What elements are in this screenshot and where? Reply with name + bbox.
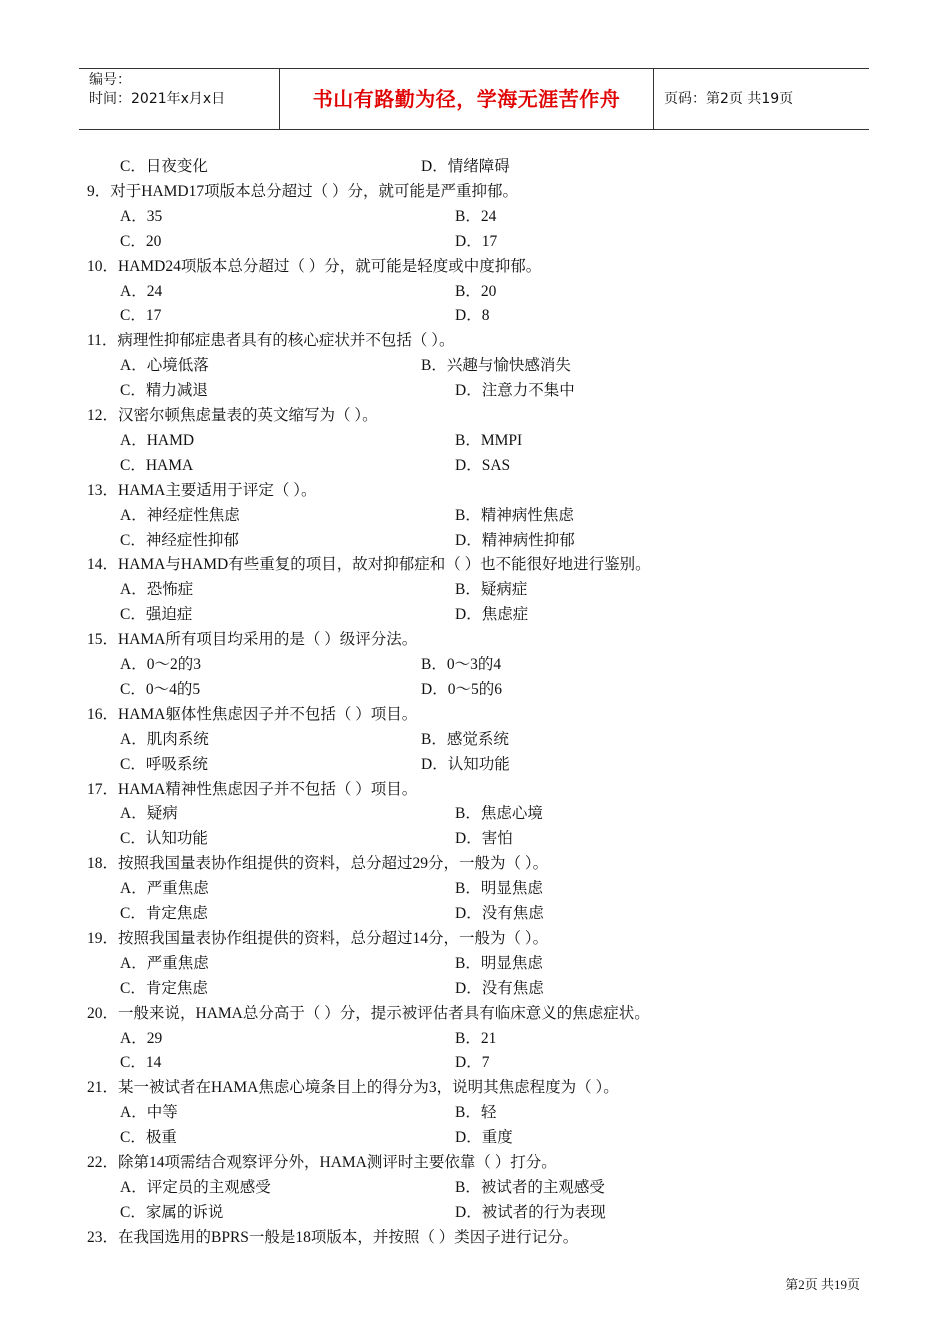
option-left: C．HAMA <box>120 457 194 474</box>
option-left: A．肌肉系统 <box>120 731 209 748</box>
option-left: A．心境低落 <box>120 357 209 374</box>
option-left: A．严重焦虑 <box>120 955 209 972</box>
question-text: 18．按照我国量表协作组提供的资料，总分超过29分，一般为（ ）。 <box>87 855 549 872</box>
question-text: 10．HAMD24项版本总分超过（ ）分，就可能是轻度或中度抑郁。 <box>87 258 542 275</box>
option-right: D．8 <box>455 307 490 324</box>
option-right: D．精神病性抑郁 <box>455 532 575 549</box>
question-text: 21．某一被试者在HAMA焦虑心境条目上的得分为3，说明其焦虑程度为（ ）。 <box>87 1079 619 1096</box>
option-right: D．认知功能 <box>421 756 510 773</box>
option-right: D．0～5的6 <box>421 681 502 698</box>
time-label: 时间：2021年x月x日 <box>89 91 226 107</box>
option-right: B．兴趣与愉快感消失 <box>421 357 571 374</box>
option-right: B．轻 <box>455 1104 497 1121</box>
option-right: D．7 <box>455 1054 490 1071</box>
option-left: A．35 <box>120 208 163 225</box>
option-left: C．肯定焦虑 <box>120 905 208 922</box>
question-text: 19．按照我国量表协作组提供的资料，总分超过14分，一般为（ ）。 <box>87 930 549 947</box>
question-text: 11．病理性抑郁症患者具有的核心症状并不包括（ ）。 <box>87 332 455 349</box>
option-right: D．被试者的行为表现 <box>455 1204 606 1221</box>
question-text: 16．HAMA躯体性焦虑因子并不包括（ ）项目。 <box>87 706 418 723</box>
header-motto: 书山有路勤为径，学海无涯苦作舟 <box>280 69 654 129</box>
option-right: D．17 <box>455 233 498 250</box>
option-left: C．日夜变化 <box>120 158 208 175</box>
option-right: D．没有焦虑 <box>455 905 544 922</box>
option-right: D．情绪障碍 <box>421 158 510 175</box>
option-left: A．29 <box>120 1030 163 1047</box>
option-right: B．24 <box>455 208 497 225</box>
option-left: C．强迫症 <box>120 606 193 623</box>
question-text: 9．对于HAMD17项版本总分超过（ ）分，就可能是严重抑郁。 <box>87 183 518 200</box>
option-left: A．0～2的3 <box>120 656 201 673</box>
option-left: C．极重 <box>120 1129 177 1146</box>
header-info-cell <box>79 69 280 129</box>
option-left: C．认知功能 <box>120 830 208 847</box>
header-page-number: 页码：第2页 共19页 <box>664 91 794 107</box>
question-text: 13．HAMA主要适用于评定（ ）。 <box>87 482 317 499</box>
question-text: 22．除第14项需结合观察评分外，HAMA测评时主要依靠（ ）打分。 <box>87 1154 557 1171</box>
option-left: C．14 <box>120 1054 162 1071</box>
option-left: C．0～4的5 <box>120 681 201 698</box>
question-text: 20．一般来说，HAMA总分高于（ ）分，提示被评估者具有临床意义的焦虑症状。 <box>87 1005 650 1022</box>
option-left: C．呼吸系统 <box>120 756 208 773</box>
option-right: B．明显焦虑 <box>455 880 543 897</box>
option-right: D．注意力不集中 <box>455 382 575 399</box>
option-right: B．被试者的主观感受 <box>455 1179 605 1196</box>
question-text: 23．在我国选用的BPRS一般是18项版本，并按照（ ）类因子进行记分。 <box>87 1229 579 1246</box>
option-left: C．精力减退 <box>120 382 208 399</box>
option-left: A．评定员的主观感受 <box>120 1179 271 1196</box>
footer-page-number: 第2页 共19页 <box>785 1277 860 1292</box>
option-left: A．24 <box>120 283 163 300</box>
option-left: C．20 <box>120 233 162 250</box>
page-header <box>79 68 869 130</box>
option-right: D．重度 <box>455 1129 513 1146</box>
option-left: A．严重焦虑 <box>120 880 209 897</box>
option-left: C．17 <box>120 307 162 324</box>
option-left: A．恐怖症 <box>120 581 194 598</box>
option-right: D．焦虑症 <box>455 606 529 623</box>
question-text: 14．HAMA与HAMD有些重复的项目，故对抑郁症和（ ）也不能很好地进行鉴别。 <box>87 556 651 573</box>
option-right: D．SAS <box>455 457 511 474</box>
option-right: B．20 <box>455 283 497 300</box>
option-left: A．中等 <box>120 1104 178 1121</box>
option-right: B．明显焦虑 <box>455 955 543 972</box>
option-left: C．家属的诉说 <box>120 1204 224 1221</box>
option-right: B．精神病性焦虑 <box>455 507 574 524</box>
question-text: 15．HAMA所有项目均采用的是（ ）级评分法。 <box>87 631 418 648</box>
option-left: C．神经症性抑郁 <box>120 532 239 549</box>
option-right: B．焦虑心境 <box>455 805 543 822</box>
option-left: A．疑病 <box>120 805 178 822</box>
option-right: B．MMPI <box>455 432 523 449</box>
option-right: B．疑病症 <box>455 581 528 598</box>
option-right: B．0～3的4 <box>421 656 502 673</box>
option-right: B．21 <box>455 1030 497 1047</box>
option-right: D．害怕 <box>455 830 513 847</box>
option-left: C．肯定焦虑 <box>120 980 208 997</box>
option-right: D．没有焦虑 <box>455 980 544 997</box>
option-left: A．HAMD <box>120 432 195 449</box>
question-text: 17．HAMA精神性焦虑因子并不包括（ ）项目。 <box>87 781 418 798</box>
option-left: A．神经症性焦虑 <box>120 507 240 524</box>
question-text: 12．汉密尔顿焦虑量表的英文缩写为（ ）。 <box>87 407 378 424</box>
number-label: 编号： <box>89 72 131 88</box>
option-right: B．感觉系统 <box>421 731 509 748</box>
